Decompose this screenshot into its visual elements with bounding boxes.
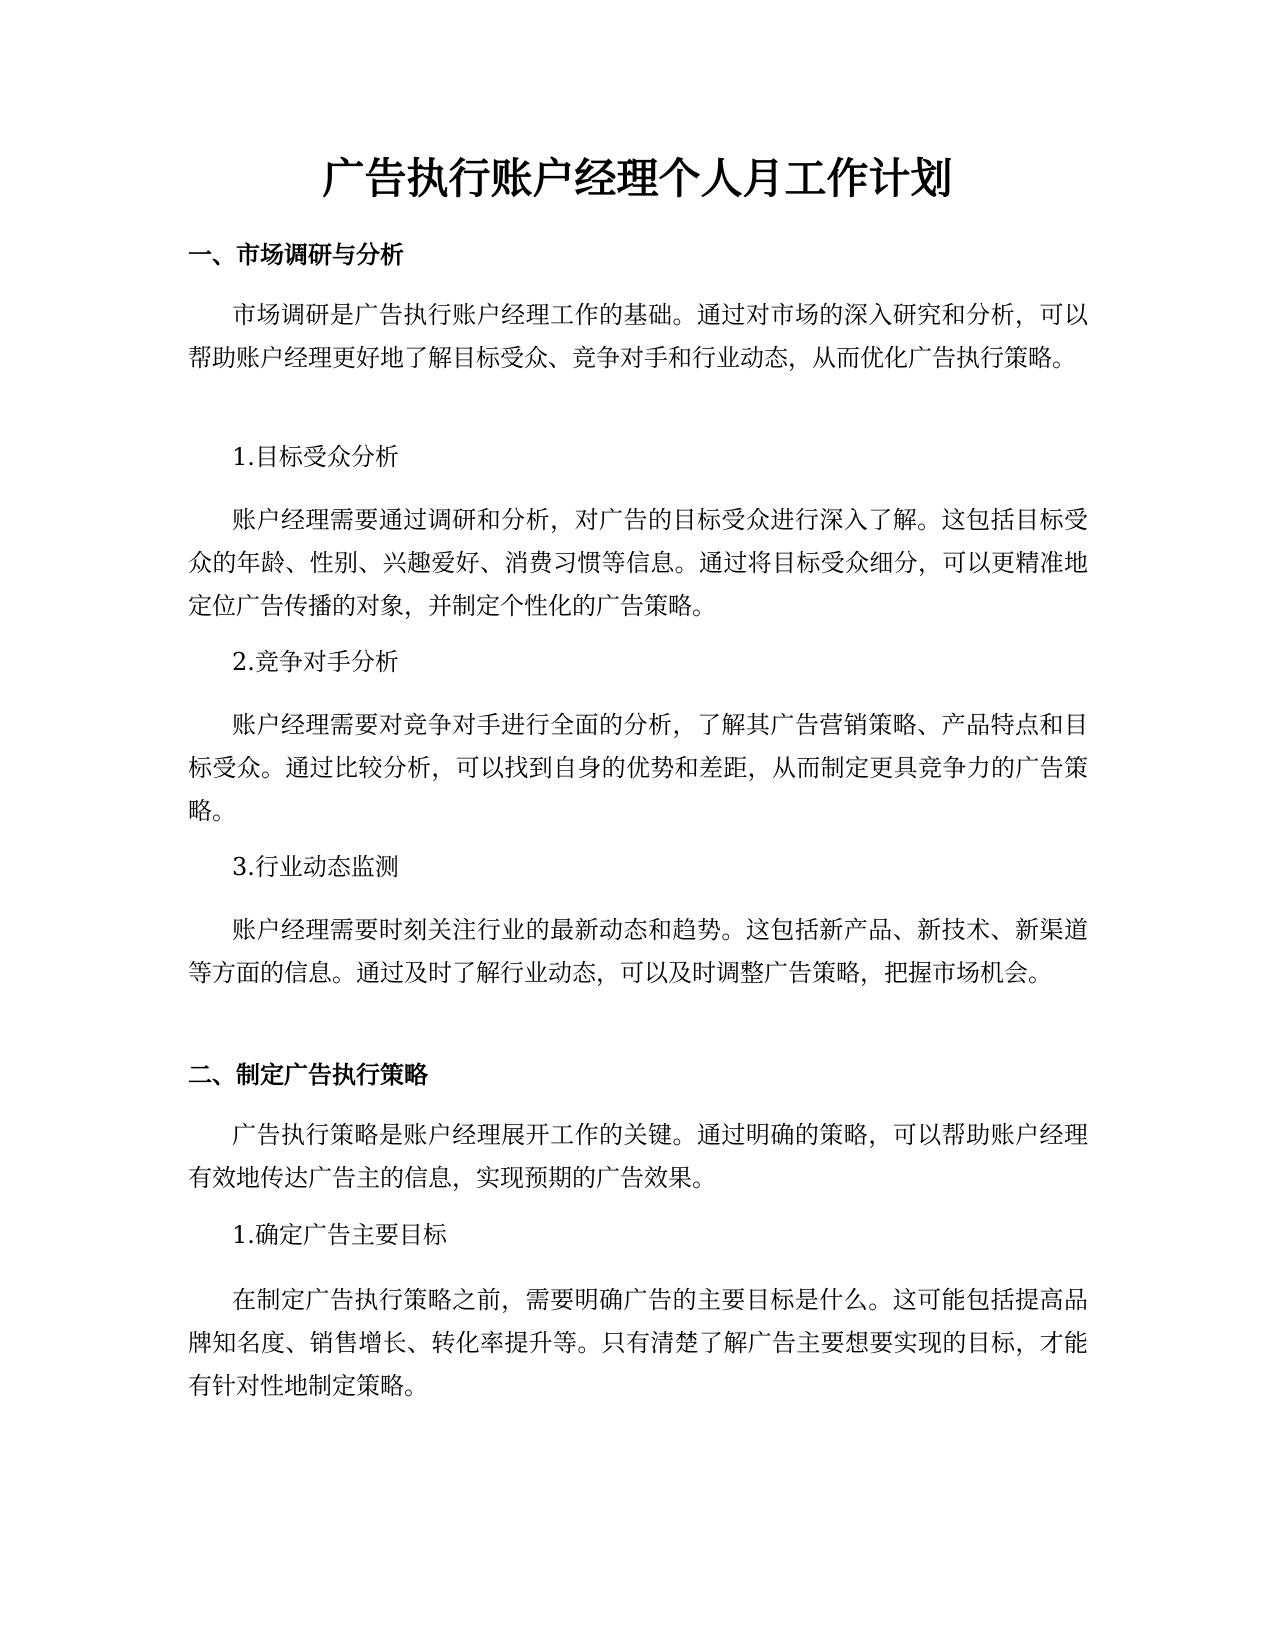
document-title: 广告执行账户经理个人月工作计划 bbox=[322, 154, 953, 203]
section-intro-ad-strategy: 广告执行策略是账户经理展开工作的关键。通过明确的策略，可以帮助账户经理有效地传达广告主的信息，实现预期的广告效果。 bbox=[188, 1121, 1088, 1192]
subheading-target-audience: 1.目标受众分析 bbox=[232, 443, 399, 471]
section-intro-market-research: 市场调研是广告执行账户经理工作的基础。通过对市场的深入研究和分析，可以帮助账户经理更好地了解目标受众、竞争对手和行业动态，从而优化广告执行策略。 bbox=[188, 301, 1088, 372]
paragraph-industry-monitoring: 账户经理需要时刻关注行业的最新动态和趋势。这包括新产品、新技术、新渠道等方面的信息。通过及时了解行业动态，可以及时调整广告策略，把握市场机会。 bbox=[188, 916, 1088, 987]
subheading-main-goal: 1.确定广告主要目标 bbox=[232, 1221, 447, 1249]
section-heading-market-research: 一、市场调研与分析 bbox=[188, 241, 404, 269]
paragraph-competitor-analysis: 账户经理需要对竞争对手进行全面的分析，了解其广告营销策略、产品特点和目标受众。通过比较分析，可以找到自身的优势和差距，从而制定更具竞争力的广告策略。 bbox=[188, 711, 1088, 825]
paragraph-target-audience: 账户经理需要通过调研和分析，对广告的目标受众进行深入了解。这包括目标受众的年龄、性别、兴趣爱好、消费习惯等信息。通过将目标受众细分，可以更精准地定位广告传播的对象，并制定个性化的广告策略。 bbox=[188, 506, 1088, 620]
paragraph-main-goal: 在制定广告执行策略之前，需要明确广告的主要目标是什么。这可能包括提高品牌知名度、销售增长、转化率提升等。只有清楚了解广告主要想要实现的目标，才能有针对性地制定策略。 bbox=[188, 1286, 1088, 1400]
subheading-industry-monitoring: 3.行业动态监测 bbox=[232, 853, 399, 881]
section-heading-ad-strategy: 二、制定广告执行策略 bbox=[188, 1061, 428, 1089]
subheading-competitor-analysis: 2.竞争对手分析 bbox=[232, 648, 399, 676]
